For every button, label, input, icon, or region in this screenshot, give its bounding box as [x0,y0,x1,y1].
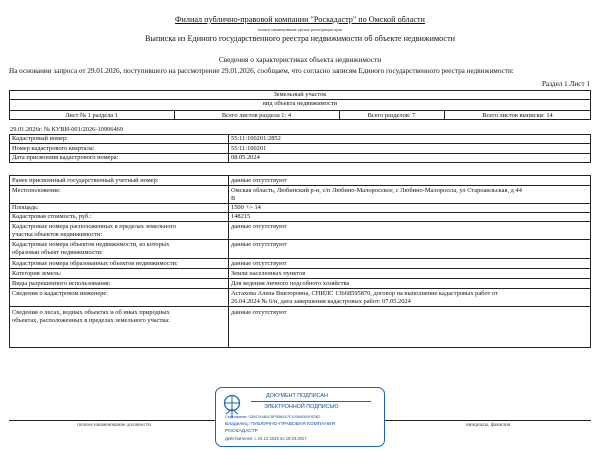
quarter-number-value: 55:11:100201 [231,145,267,152]
forests-value: данные отсутствуют [231,309,287,316]
engineer-value-line2: 26.04.2024 № 6/н, дата завершения кадастровых работ: 07.05.2024 [231,298,411,305]
object-type-caption: вид объекта недвижимости [262,100,338,107]
stamp-line-2: ЭЛЕКТРОННОЙ ПОДПИСЬЮ [264,404,339,410]
engineer-value-line1: Астахова Алена Викторовна, СНИЛС 13668595870, договор на выполнение кадастровых работ от [231,290,498,297]
section-label: Раздел 1 Лист 1 [542,80,590,88]
name-line [385,420,591,421]
cadastral-number-label: Кадастровый номер: [12,135,68,142]
objects-in-parcel-label-1: Кадастровые номера расположенных в пределах земельного [12,223,177,230]
basis-text: На основании запроса от 29.01.2026, поступившего на рассмотрение 29.01.2026, сообщаем, что согласно записям Единого государственного реестра недвижимости: [9,67,514,75]
stamp-certificate: Сертификат: 03007A4BA78F9B60A7F1058A085F0DB2 [225,415,321,419]
name-caption: инициалы, фамилия [465,422,511,428]
source-objects-value: данные отсутствуют [231,241,287,248]
quarter-number-label: Номер кадастрового квартала: [12,145,95,152]
formed-objects-value: данные отсутствуют [231,260,287,267]
assign-date-label: Дата присвоения кадастрового номера: [12,154,119,161]
signature-stamp [215,387,385,447]
location-value-line1: Омская область, Любинский р-н, с/п Любино-Малоросское, с Любино-Малороссы, ул Староаильская, д 44 [231,187,522,194]
position-line [9,420,219,421]
stamp-owner-1: Владелец: ПУБЛИЧНО-ПРАВОВАЯ КОМПАНИЯ [225,422,336,427]
prev-number-value: данные отсутствуют [231,177,287,184]
sheet-number: Лист № 1 раздела 1 [65,112,118,119]
permitted-use-label: Виды разрешенного использования: [12,280,111,287]
cadastral-value-label: Кадастровая стоимость, руб.: [12,213,92,220]
stamp-validity: Действителен: с 24.12.2025 по 19.03.2027 [225,436,307,441]
objects-in-parcel-value: данные отсутствуют [231,223,287,230]
stamp-line-1: ДОКУМЕНТ ПОДПИСАН [266,393,328,399]
organization-caption: полное наименование органа регистрации прав [257,27,343,32]
assign-date-value: 08.05.2024 [231,154,260,161]
prev-number-label: Ранее присвоенный государственный учетный номер: [12,177,159,184]
organization-name: Филиал публично-правовой компании "Роскадастр" по Омской области [175,15,425,24]
sheets-in-section: Всего листов раздела 1: 4 [221,112,292,119]
engineer-label: Сведения о кадастровом инженере: [12,290,109,297]
source-objects-label-1: Кадастровые номера объектов недвижимости, из которых [12,241,170,248]
source-objects-label-2: образован объект недвижимости: [12,249,103,256]
stamp-owner-2: РОСКАДАСТР [225,429,258,434]
object-name: Земельный участок [273,91,327,98]
extract-title: Выписка из Единого государственного реестра недвижимости об объекте недвижимости [144,34,456,43]
formed-objects-label: Кадастровые номера образованных объектов недвижимости: [12,260,178,267]
forests-label-2: объектах, расположенных в пределах земельного участка: [12,317,170,324]
sections-total: Всего разделов: 7 [367,112,416,119]
permitted-use-value: Для ведения личного подсобного хозяйства [231,280,350,287]
position-caption: полное наименование должности [77,422,151,428]
cadastral-number-value: 55:11:100201:2852 [231,135,281,142]
land-category-label: Категория земель: [12,270,62,277]
objects-in-parcel-label-2: участка объектов недвижимости: [12,231,103,238]
location-value-line2: В [231,195,236,202]
cadastral-value-value: 148215 [231,213,251,220]
forests-label-1: Сведения о лесах, водных объектах и об иных природных [12,309,170,316]
area-label: Площадь: [12,204,39,211]
location-label: Местоположение: [12,187,61,194]
land-category-value: Земли населенных пунктов [231,270,306,277]
sheets-total: Всего листов выписки: 14 [482,112,553,119]
record-number: 29.01.2026г. № КУВИ-001/2026-10906469 [10,126,124,133]
section-title: Сведения о характеристиках объекта недвижимости [218,55,382,64]
area-value: 1500 +/- 14 [231,204,261,211]
